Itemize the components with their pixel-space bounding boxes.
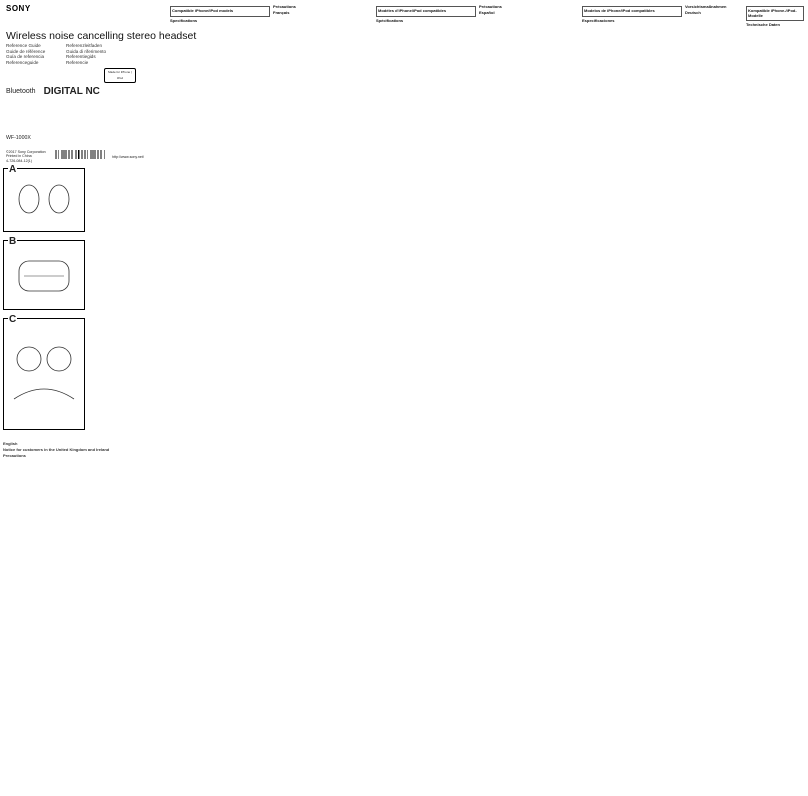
language-item: Referenzleitfaden xyxy=(66,43,103,48)
section-heading: Especificaciones xyxy=(582,17,615,23)
column-4 xyxy=(376,4,476,24)
column-5 xyxy=(479,4,579,16)
column-3 xyxy=(273,4,373,16)
compat-box xyxy=(376,6,476,17)
compat-box xyxy=(746,6,804,21)
language-item: Referencie xyxy=(66,59,89,65)
language-item: Guide de référence xyxy=(6,48,46,54)
figure-b-box xyxy=(3,240,85,310)
column-heading: Modelos de iPhone/iPod compatibles xyxy=(584,8,655,13)
section-heading: English xyxy=(3,441,18,446)
logo-row xyxy=(6,86,100,97)
language-item: Referenceguide xyxy=(6,59,39,65)
section-heading: Notice for customers in the United Kingdom and Ireland xyxy=(3,446,110,452)
earbuds-illustration xyxy=(4,169,84,231)
section-heading: Spécifications xyxy=(376,17,404,23)
section-heading: Specifications xyxy=(170,17,198,23)
column-heading: Modèles d'iPhone/iPod compatibles xyxy=(378,8,447,13)
barcode xyxy=(55,150,105,159)
document-title: Wireless noise cancelling stereo headset xyxy=(6,30,197,42)
column-heading: Kompatible iPhone-/iPod-Modelle xyxy=(748,8,797,18)
language-item: Reference Guide xyxy=(6,43,41,48)
figure-label: A xyxy=(9,164,17,175)
section-heading: Precautions xyxy=(3,452,26,458)
made-for-ipod-badge: Made for iPhone | iPod xyxy=(104,68,136,83)
copyright: ©2017 Sony Corporation Printed in China 4-726-084-12(1) xyxy=(6,150,46,163)
section-heading: Français xyxy=(273,9,290,15)
wearing-illustration xyxy=(4,319,84,429)
figure-c-box xyxy=(3,318,85,430)
charging-case-illustration xyxy=(4,241,84,309)
figure-label: B xyxy=(9,236,17,247)
compat-box xyxy=(170,6,270,17)
section-heading: Technische Daten xyxy=(746,22,780,28)
column-6 xyxy=(582,4,682,24)
language-item: Guía de referencia xyxy=(6,54,45,60)
column-heading: Précautions xyxy=(273,4,296,9)
column-7 xyxy=(685,4,743,16)
column-heading: Compatible iPhone/iPod models xyxy=(172,8,234,13)
column-heading: Précautions xyxy=(479,4,502,9)
language-list xyxy=(6,43,166,65)
brand-logo: SONY xyxy=(6,4,31,13)
figure-a-box xyxy=(3,168,85,232)
column-2 xyxy=(170,4,270,24)
english-section xyxy=(3,440,163,460)
column-heading: Vorsichtsmaßnahmen xyxy=(685,4,727,9)
figure-label: C xyxy=(9,314,17,325)
model-number: WF-1000X xyxy=(6,135,31,141)
digital-nc-logo: DIGITAL NC xyxy=(43,86,100,97)
language-item: Guida di riferimento xyxy=(66,48,107,54)
compat-box xyxy=(582,6,682,17)
column-8 xyxy=(746,4,804,29)
section-heading: Deutsch xyxy=(685,9,701,15)
section-heading: Español xyxy=(479,9,495,15)
bluetooth-icon: Bluetooth xyxy=(6,88,36,95)
website-url: http://www.sony.net/ xyxy=(112,155,144,159)
language-item: Referentiegids xyxy=(66,54,96,60)
